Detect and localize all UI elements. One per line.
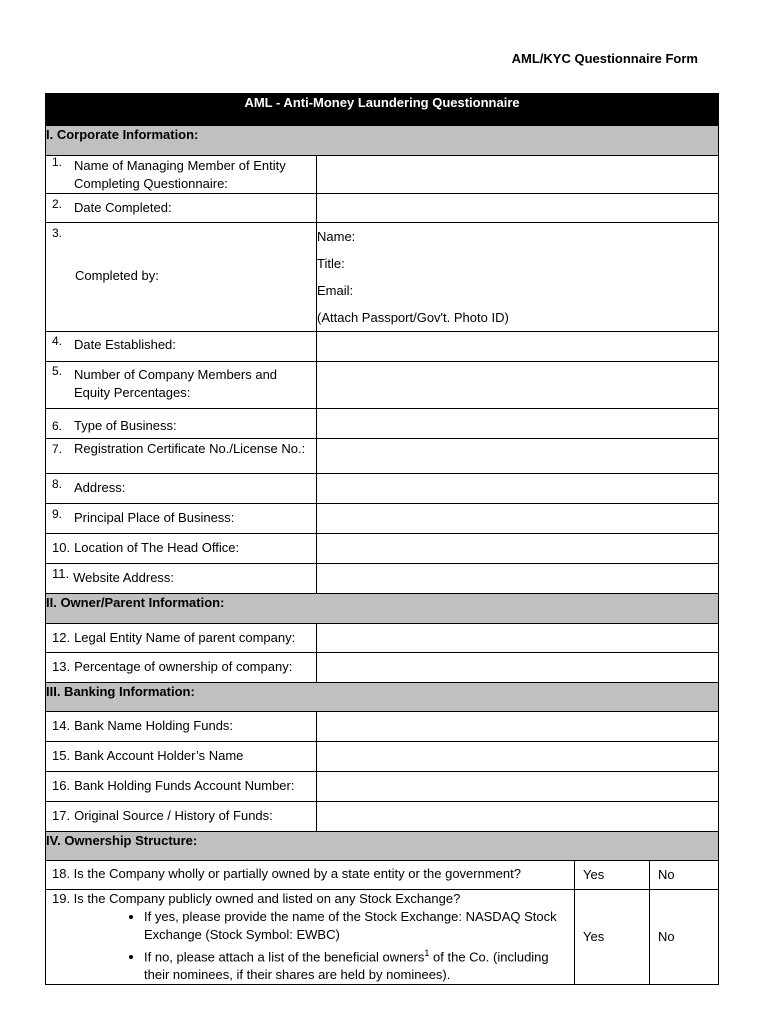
list-item xyxy=(144,944,574,984)
date-completed-field[interactable] xyxy=(317,194,719,223)
table-row xyxy=(46,742,719,772)
row-label-cell xyxy=(46,742,317,772)
row-label: Website Address: xyxy=(73,570,175,585)
row-number: 4. xyxy=(52,334,63,348)
list-item xyxy=(144,908,574,944)
row-label-cell xyxy=(46,223,317,332)
row-number: 17. xyxy=(52,808,71,823)
q19-bullet-list xyxy=(46,908,574,984)
website-field[interactable] xyxy=(317,564,719,594)
q19-bullet-yes: If yes, please provide the name of the Stock Exchange: NASDAQ Stock Exchange (Stock Symbol: EWBC) xyxy=(144,909,557,942)
table-row xyxy=(46,564,719,594)
document-title: AML/KYC Questionnaire Form xyxy=(511,51,698,66)
row-label: Completed by: xyxy=(75,268,159,283)
table-row xyxy=(46,890,719,985)
section-owner-header xyxy=(46,594,719,624)
table-row xyxy=(46,474,719,504)
table-row xyxy=(46,439,719,474)
row-label: Address: xyxy=(74,480,126,495)
managing-member-field[interactable] xyxy=(317,156,719,194)
email-field-label: Email: xyxy=(317,283,354,298)
row-number: 8. xyxy=(52,477,63,491)
row-number: 12. xyxy=(52,630,71,645)
q18-text: 18. Is the Company wholly or partially owned by a state entity or the government? xyxy=(52,866,521,881)
row-number: 1. xyxy=(52,155,63,169)
table-row xyxy=(46,624,719,653)
table-row xyxy=(46,712,719,742)
row-label: Number of Company Members and Equity Percentages: xyxy=(74,367,278,400)
table-row xyxy=(46,802,719,832)
footnote-marker: 1 xyxy=(424,948,430,958)
yes-label: Yes xyxy=(583,867,605,882)
q19-text: 19. Is the Company publicly owned and listed on any Stock Exchange? xyxy=(52,891,461,906)
table-row xyxy=(46,772,719,802)
row-label-cell xyxy=(46,653,317,683)
title-field-label: Title: xyxy=(317,256,345,271)
section-banking-header xyxy=(46,683,719,712)
row-label: Date Established: xyxy=(74,337,176,352)
table-row xyxy=(46,362,719,409)
row-label: Bank Name Holding Funds: xyxy=(74,718,234,733)
section-ownership-header xyxy=(46,832,719,861)
row-number: 7. xyxy=(52,442,63,456)
table-row xyxy=(46,156,719,194)
section-title: IV. Ownership Structure: xyxy=(46,832,719,861)
row-number: 11. xyxy=(52,566,70,581)
row-number: 13. xyxy=(52,659,71,674)
row-label-cell xyxy=(46,534,317,564)
row-label: Legal Entity Name of parent company: xyxy=(74,630,296,645)
registration-number-field[interactable] xyxy=(317,439,719,474)
no-label: No xyxy=(658,929,675,945)
row-label: Name of Managing Member of Entity Completing Questionnaire: xyxy=(74,158,286,191)
q18-no-option[interactable] xyxy=(650,861,719,890)
row-label: Principal Place of Business: xyxy=(74,510,235,525)
row-number: 5. xyxy=(52,364,63,378)
row-label: Bank Holding Funds Account Number: xyxy=(74,778,295,793)
q19-bullet-no-after: of the Co. (including their nominees, if their shares are held by nominees). xyxy=(144,949,549,983)
completed-by-field[interactable] xyxy=(317,223,719,332)
table-row xyxy=(46,534,719,564)
row-number: 15. xyxy=(52,748,71,763)
q19-no-option[interactable] xyxy=(650,890,719,985)
section-title: III. Banking Information: xyxy=(46,683,719,712)
row-label-cell xyxy=(46,504,317,534)
table-row xyxy=(46,409,719,439)
attach-id-note: (Attach Passport/Gov't. Photo ID) xyxy=(317,310,509,325)
yes-label: Yes xyxy=(583,929,605,945)
row-label-cell xyxy=(46,564,317,594)
section-corporate-header xyxy=(46,126,719,156)
name-field-label: Name: xyxy=(317,229,356,244)
type-of-business-field[interactable] xyxy=(317,409,719,439)
no-label: No xyxy=(658,867,675,882)
row-label-cell xyxy=(46,194,317,223)
row-label-cell xyxy=(46,409,317,439)
row-number: 16. xyxy=(52,778,71,793)
address-field[interactable] xyxy=(317,474,719,504)
row-label-cell xyxy=(46,332,317,362)
row-label: Original Source / History of Funds: xyxy=(74,808,273,823)
table-row xyxy=(46,332,719,362)
row-label: Date Completed: xyxy=(74,200,172,215)
row-label-cell xyxy=(46,772,317,802)
table-row xyxy=(46,223,719,332)
q19-question xyxy=(46,890,575,985)
table-row xyxy=(46,504,719,534)
row-label-cell xyxy=(46,474,317,504)
principal-place-field[interactable] xyxy=(317,504,719,534)
row-label: Percentage of ownership of company: xyxy=(74,659,293,674)
row-label-cell xyxy=(46,624,317,653)
row-label: Type of Business: xyxy=(74,418,177,433)
row-label-cell xyxy=(46,362,317,409)
questionnaire-banner xyxy=(46,94,719,126)
account-holder-field[interactable] xyxy=(317,742,719,772)
row-label-cell xyxy=(46,439,317,474)
row-label: Registration Certificate No./License No.: xyxy=(74,441,306,456)
row-number: 14. xyxy=(52,718,71,733)
row-number: 3. xyxy=(52,226,63,240)
row-number: 9. xyxy=(52,507,63,521)
table-row xyxy=(46,653,719,683)
row-label: Location of The Head Office: xyxy=(74,540,240,555)
aml-questionnaire-table xyxy=(45,93,719,985)
ownership-percentage-field[interactable] xyxy=(317,653,719,683)
q19-yes-option[interactable] xyxy=(575,890,650,985)
q19-bullet-no-before: If no, please attach a list of the beneficial owners xyxy=(144,949,425,965)
source-of-funds-field[interactable] xyxy=(317,802,719,832)
table-row xyxy=(46,861,719,890)
bank-name-field[interactable] xyxy=(317,712,719,742)
section-title: I. Corporate Information: xyxy=(46,126,719,156)
q18-question xyxy=(46,861,575,890)
row-number: 10. xyxy=(52,540,71,555)
row-label-cell xyxy=(46,156,317,194)
row-number: 2. xyxy=(52,197,63,211)
head-office-field[interactable] xyxy=(317,534,719,564)
row-label: Bank Account Holder’s Name xyxy=(74,748,244,763)
account-number-field[interactable] xyxy=(317,772,719,802)
q18-yes-option[interactable] xyxy=(575,861,650,890)
company-members-field[interactable] xyxy=(317,362,719,409)
date-established-field[interactable] xyxy=(317,332,719,362)
section-title: II. Owner/Parent Information: xyxy=(46,594,719,624)
row-label-cell xyxy=(46,802,317,832)
row-number: 6. xyxy=(52,419,63,433)
banner-title: AML - Anti-Money Laundering Questionnaire xyxy=(46,94,719,126)
parent-company-field[interactable] xyxy=(317,624,719,653)
row-label-cell xyxy=(46,712,317,742)
table-row xyxy=(46,194,719,223)
